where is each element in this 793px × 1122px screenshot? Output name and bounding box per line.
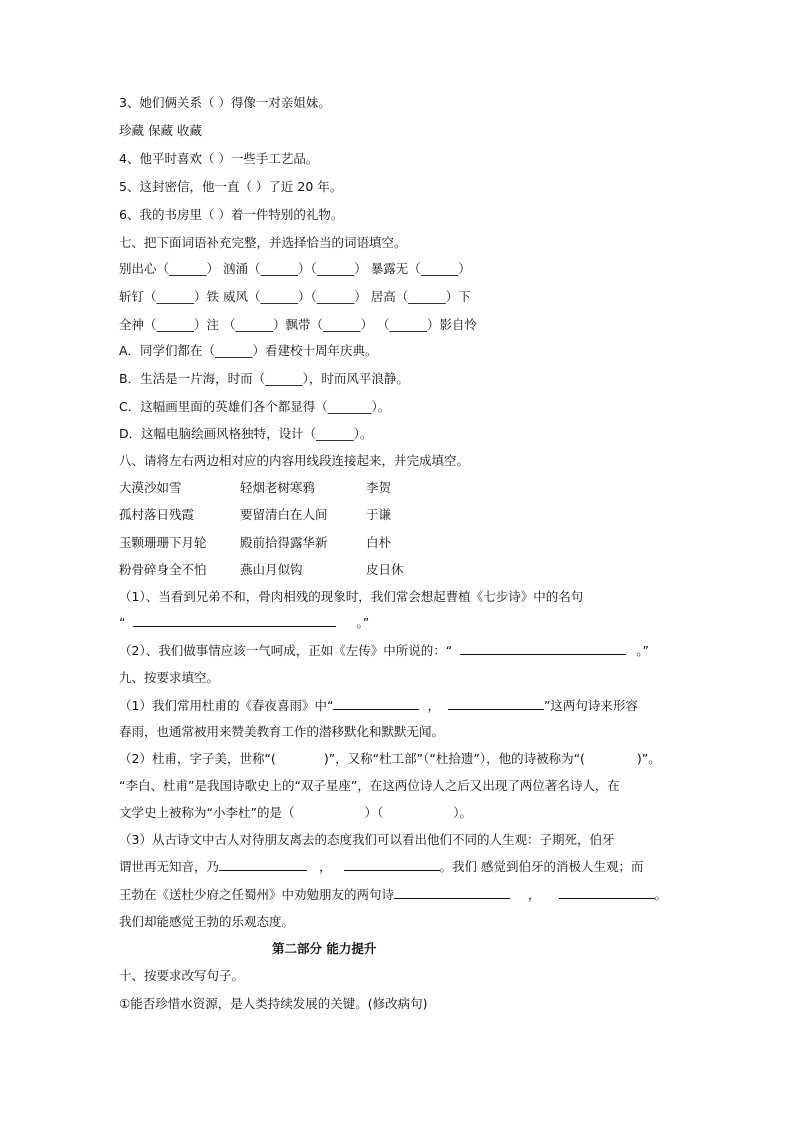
word-bank: 珍藏 保藏 收藏	[119, 123, 202, 138]
question-text: 。我们 感觉到伯牙的消极人生观；而	[439, 859, 644, 874]
matching-left-item: 粉骨碎身全不怕	[119, 562, 207, 577]
question-text: ）。	[453, 805, 472, 820]
answer-blank[interactable]	[133, 614, 336, 627]
matching-middle-item: 要留清白在人间	[240, 507, 328, 522]
matching-left-item: 大漠沙如雪	[119, 480, 182, 495]
part-2-heading: 第二部分 能力提升	[272, 941, 377, 956]
section-8-title: 八、请将左右两边相对应的内容用线段连接起来，并完成填空。	[119, 453, 470, 468]
section-9-question-2-line-2: “李白、杜甫”是我国诗歌史上的“双子星座”，在这两位诗人之后又出现了两位著名诗人，在	[119, 778, 620, 793]
question-text: （2）、我们做事情应该一气呵成，正如《左传》中所说的：“	[119, 643, 453, 658]
period: 。	[654, 887, 668, 902]
section-7-row-2: 斩钉（______）铁 威风（______）（______） 居高（______）下	[119, 289, 471, 304]
section-9-question-3-line-4: 我们却能感觉王勃的乐观态度。	[119, 914, 295, 929]
matching-right-item: 皮日休	[366, 562, 404, 577]
question-6: 6、我的书房里（ ）着一件特别的礼物。	[119, 207, 344, 222]
section-9-question-3-line-3	[119, 886, 667, 904]
matching-left-item: 孤村落日残霞	[119, 507, 195, 522]
section-8-question-1: （1）、当看到兄弟不和，骨肉相残的现象时，我们常会想起曹植《七步诗》中的名句	[119, 589, 584, 604]
answer-blank[interactable]	[219, 858, 307, 871]
section-9-question-3-line-2	[119, 858, 644, 876]
answer-blank[interactable]	[448, 697, 544, 710]
comma: ，	[319, 859, 332, 874]
question-text: 谓世再无知音，乃	[119, 859, 220, 874]
matching-left-item: 玉颗珊珊下月轮	[119, 535, 207, 550]
question-text: （2）杜甫，字子美，世称“(	[119, 751, 276, 766]
close-quote: 。”	[356, 615, 370, 630]
section-8-question-1-answer	[119, 614, 369, 632]
section-7-option-b: B．生活是一片海，时而（______），时而风平浪静。	[119, 371, 409, 386]
question-text: ）（	[364, 805, 384, 820]
matching-middle-item: 轻烟老树寒鸦	[240, 480, 316, 495]
answer-blank[interactable]	[344, 858, 440, 871]
matching-middle-item: 燕山月似钩	[240, 562, 303, 577]
section-9-question-3: （3）从古诗文中古人对待朋友离去的态度我们可以看出他们不同的人生观：子期死，伯牙	[119, 832, 615, 847]
section-7-option-a: A．同学们都在（______）看建校十周年庆典。	[119, 343, 378, 358]
section-9-question-1	[119, 697, 638, 715]
question-text: 文学史上被称为“小李杜”的是（	[119, 805, 295, 820]
comma: ，	[427, 698, 440, 713]
section-10-question-1: ①能否珍惜水资源，是人类持续发展的关键。(修改病句)	[119, 996, 428, 1011]
question-4: 4、他平时喜欢（ ）一些手工艺品。	[119, 151, 319, 166]
section-7-row-3: 全神（______）注 （______）飘带（______） （______）影自怜	[119, 317, 477, 332]
answer-blank[interactable]	[460, 642, 626, 655]
question-text: )”，又称“杜工部”（“杜拾遗”），他的诗被称为“(	[323, 751, 585, 766]
section-10-title: 十、按要求改写句子。	[119, 968, 245, 983]
section-9-question-2	[119, 750, 661, 768]
question-3: 3、她们俩关系（ ）得像一对亲姐妹。	[119, 95, 331, 110]
question-text: （1）我们常用杜甫的《春夜喜雨》中“	[119, 698, 334, 713]
answer-blank[interactable]	[559, 886, 655, 899]
matching-right-item: 于谦	[366, 507, 392, 522]
matching-right-item: 李贺	[366, 480, 392, 495]
section-8-question-2	[119, 642, 649, 660]
section-7-row-1: 别出心（______） 汹涌（______）（______） 暴露无（______）	[119, 261, 471, 276]
section-9-question-2-line-3	[119, 804, 472, 822]
question-text: ”这两句诗来形容	[543, 698, 638, 713]
answer-blank[interactable]	[394, 886, 510, 899]
question-text: 王勃在《送杜少府之任蜀州》中劝勉朋友的两句诗	[119, 887, 395, 902]
comma: ，	[528, 887, 541, 902]
question-text: )”。	[636, 751, 661, 766]
section-9-question-1-line-2: 春雨，也通常被用来赞美教育工作的潜移默化和默默无闻。	[119, 724, 445, 739]
section-9-title: 九、按要求填空。	[119, 670, 220, 685]
matching-middle-item: 殿前拾得露华新	[240, 535, 328, 550]
matching-right-item: 白朴	[366, 535, 392, 550]
section-7-option-c: C．这幅画里面的英雄们各个都显得（_______）。	[119, 399, 391, 414]
section-7-title: 七、把下面词语补充完整，并选择恰当的词语填空。	[119, 235, 407, 250]
open-quote: “	[119, 615, 126, 630]
close-quote: 。”	[636, 643, 649, 658]
question-5: 5、这封密信，他一直（ ）了近 20 年。	[119, 179, 343, 194]
section-7-option-d: D．这幅电脑绘画风格独特，设计（______）。	[119, 426, 373, 441]
answer-blank[interactable]	[333, 697, 419, 710]
